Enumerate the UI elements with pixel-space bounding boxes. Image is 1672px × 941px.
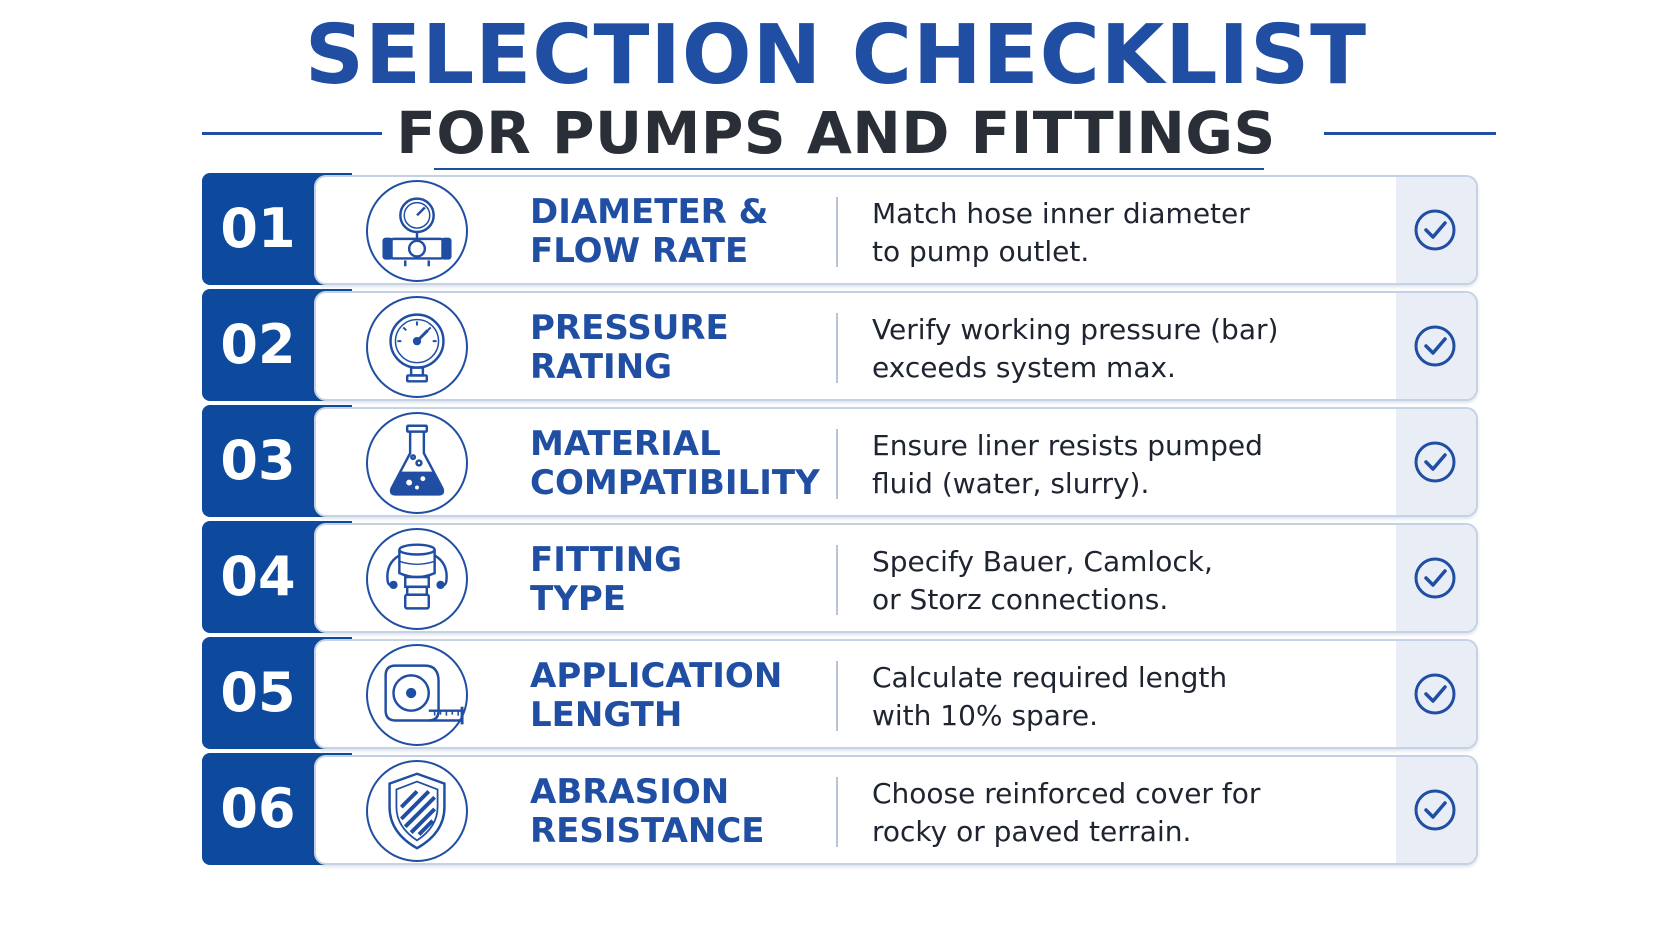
item-description	[872, 195, 1352, 271]
lab-flask-icon	[366, 412, 468, 514]
item-description	[872, 775, 1352, 851]
item-label-line: ABRASION	[530, 772, 730, 812]
item-description-line: to pump outlet.	[872, 235, 1090, 268]
item-label-line: MATERIAL	[530, 424, 721, 464]
page-title: SELECTION CHECKLIST	[304, 8, 1368, 103]
item-description	[872, 427, 1352, 503]
item-card	[314, 407, 1478, 517]
item-label-line: COMPATIBILITY	[530, 463, 820, 503]
item-label	[530, 425, 820, 503]
check-icon[interactable]	[1412, 555, 1458, 601]
subtitle-underline	[434, 168, 1264, 170]
item-card	[314, 755, 1478, 865]
item-label-line: FLOW RATE	[530, 231, 749, 271]
item-label	[530, 309, 820, 387]
page-subtitle: FOR PUMPS AND FITTINGS	[396, 99, 1276, 167]
divider	[836, 777, 838, 847]
item-card	[314, 291, 1478, 401]
item-card	[314, 175, 1478, 285]
item-description-line: exceeds system max.	[872, 351, 1176, 384]
item-label-line: TYPE	[530, 579, 626, 619]
item-number: 01	[220, 197, 296, 260]
item-description-line: Ensure liner resists pumped	[872, 429, 1263, 462]
item-label	[530, 657, 820, 735]
item-label-line: APPLICATION	[530, 656, 783, 696]
item-description	[872, 311, 1352, 387]
item-description-line: with 10% spare.	[872, 699, 1098, 732]
item-number: 06	[220, 777, 296, 840]
item-description-line: Verify working pressure (bar)	[872, 313, 1279, 346]
item-description-line: fluid (water, slurry).	[872, 467, 1150, 500]
item-label-line: RATING	[530, 347, 673, 387]
checklist-item-fitting-type	[202, 521, 1478, 633]
item-label-line: PRESSURE	[530, 308, 729, 348]
item-label-line: LENGTH	[530, 695, 683, 735]
item-number: 05	[220, 661, 296, 724]
divider	[836, 197, 838, 267]
item-label-line: FITTING	[530, 540, 683, 580]
item-label	[530, 773, 820, 851]
pressure-gauge-valve-icon	[366, 180, 468, 282]
shield-icon	[366, 760, 468, 862]
check-icon[interactable]	[1412, 671, 1458, 717]
item-description-line: Specify Bauer, Camlock,	[872, 545, 1213, 578]
item-card	[314, 523, 1478, 633]
check-icon[interactable]	[1412, 439, 1458, 485]
pressure-gauge-icon	[366, 296, 468, 398]
item-card	[314, 639, 1478, 749]
item-number: 02	[220, 313, 296, 376]
item-description-line: rocky or paved terrain.	[872, 815, 1192, 848]
item-label	[530, 193, 820, 271]
divider	[836, 313, 838, 383]
camlock-fitting-icon	[366, 528, 468, 630]
checklist-item-diameter-flow-rate	[202, 173, 1478, 285]
item-number: 04	[220, 545, 296, 608]
item-label-line: RESISTANCE	[530, 811, 765, 851]
item-description-line: Calculate required length	[872, 661, 1228, 694]
checklist-item-abrasion-resistance	[202, 753, 1478, 865]
item-description-line: Choose reinforced cover for	[872, 777, 1261, 810]
item-number: 03	[220, 429, 296, 492]
checklist-item-application-length	[202, 637, 1478, 749]
divider	[836, 545, 838, 615]
checklist-item-material-compatibility	[202, 405, 1478, 517]
check-icon[interactable]	[1412, 323, 1458, 369]
check-icon[interactable]	[1412, 207, 1458, 253]
item-description	[872, 659, 1352, 735]
item-label	[530, 541, 820, 619]
item-description-line: Match hose inner diameter	[872, 197, 1250, 230]
checklist-item-pressure-rating	[202, 289, 1478, 401]
item-label-line: DIAMETER &	[530, 192, 769, 232]
tape-measure-icon	[366, 644, 468, 746]
divider	[836, 661, 838, 731]
check-icon[interactable]	[1412, 787, 1458, 833]
item-description-line: or Storz connections.	[872, 583, 1169, 616]
item-description	[872, 543, 1352, 619]
divider	[836, 429, 838, 499]
